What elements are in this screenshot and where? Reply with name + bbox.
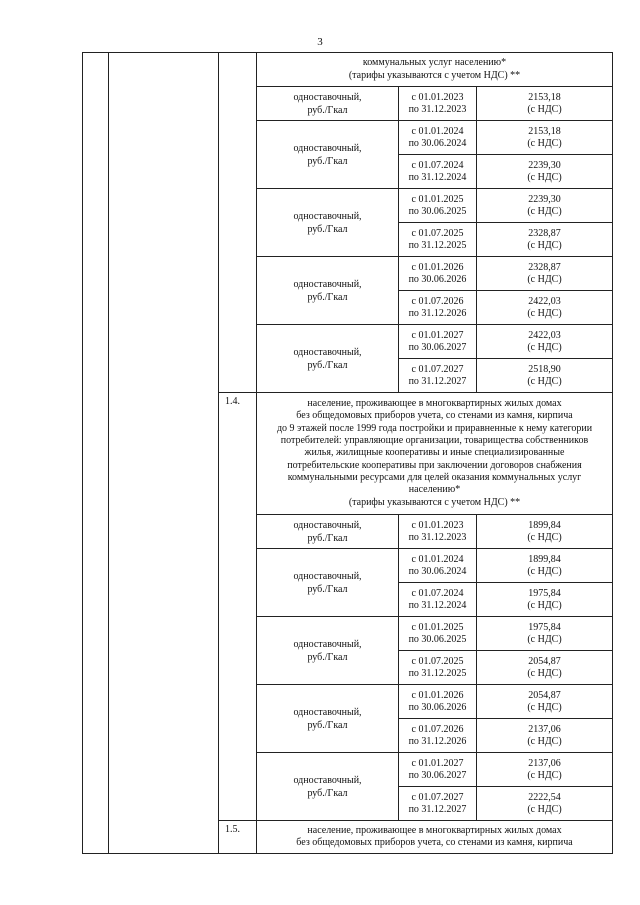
tariff-value: [477, 291, 613, 325]
tariff-value: [477, 121, 613, 155]
text-line: по 31.12.2024: [408, 599, 467, 611]
tariff-unit: [257, 325, 399, 393]
text-line: по 30.06.2025: [408, 633, 467, 645]
text-line: с 01.01.2024: [411, 553, 464, 565]
text-line: населению*: [408, 484, 461, 496]
text-line: с 01.01.2023: [411, 91, 464, 103]
text-line: (тарифы указываются с учетом НДС) **: [348, 496, 521, 508]
text-line: одноставочный,: [293, 706, 362, 718]
text-line: одноставочный,: [293, 570, 362, 582]
text-line: (с НДС): [527, 103, 562, 115]
text-line: население, проживающее в многоквартирных жилых домах: [307, 825, 562, 836]
text-line: потребителей: управляющие организации, товарищества собственников: [280, 435, 589, 447]
text-line: по 30.06.2024: [408, 137, 467, 149]
text-line: руб./Гкал: [307, 719, 348, 731]
text-line: (с НДС): [527, 667, 562, 679]
text-line: (с НДС): [527, 633, 562, 645]
tariff-unit: [257, 121, 399, 189]
tariff-unit: [257, 617, 399, 685]
tariff-period: [399, 719, 477, 753]
text-line: (с НДС): [527, 769, 562, 781]
text-line: с 01.01.2025: [411, 193, 464, 205]
text-line: руб./Гкал: [307, 104, 348, 116]
tariff-period: [399, 685, 477, 719]
text-line: (с НДС): [527, 803, 562, 815]
text-line: с 01.01.2027: [411, 757, 464, 769]
tariff-period: [399, 651, 477, 685]
tariff-unit: [257, 257, 399, 325]
text-line: с 01.01.2026: [411, 261, 464, 273]
description-row: [83, 53, 613, 87]
text-line: по 30.06.2026: [408, 273, 467, 285]
tariff-value: [477, 617, 613, 651]
text-line: по 30.06.2024: [408, 565, 467, 577]
text-line: (с НДС): [527, 171, 562, 183]
text-line: с 01.01.2024: [411, 125, 464, 137]
text-line: 2422,03: [528, 295, 561, 307]
text-line: одноставочный,: [293, 774, 362, 786]
text-line: одноставочный,: [293, 210, 362, 222]
text-line: по 31.12.2024: [408, 171, 467, 183]
text-line: потребительские кооперативы при заключении договоров снабжения: [287, 459, 582, 471]
text-line: 2222,54: [528, 791, 561, 803]
category-description: [257, 821, 613, 854]
text-line: 2054,87: [528, 689, 561, 701]
tariff-period: [399, 583, 477, 617]
tariff-value: [477, 651, 613, 685]
text-line: по 30.06.2025: [408, 205, 467, 217]
tariff-period: [399, 617, 477, 651]
text-line: по 31.12.2027: [408, 803, 467, 815]
text-line: по 30.06.2026: [408, 701, 467, 713]
text-line: 2239,30: [528, 159, 561, 171]
tariff-table-body: [83, 53, 613, 854]
text-line: с 01.01.2027: [411, 329, 464, 341]
tariff-value: [477, 685, 613, 719]
text-line: руб./Гкал: [307, 155, 348, 167]
tariff-unit: [257, 685, 399, 753]
text-line: до 9 этажей после 1999 года постройки и приравненные к нему категории: [276, 422, 593, 434]
text-line: одноставочный,: [293, 346, 362, 358]
text-line: по 30.06.2027: [408, 341, 467, 353]
text-line: по 30.06.2027: [408, 769, 467, 781]
text-line: (тарифы указываются с учетом НДС) **: [348, 69, 521, 81]
text-line: с 01.07.2025: [411, 655, 464, 667]
text-line: одноставочный,: [293, 91, 362, 103]
text-line: с 01.07.2027: [411, 363, 464, 375]
tariff-period: [399, 291, 477, 325]
tariff-value: [477, 87, 613, 121]
tariff-value: [477, 583, 613, 617]
text-line: (с НДС): [527, 701, 562, 713]
text-line: руб./Гкал: [307, 583, 348, 595]
text-line: (с НДС): [527, 137, 562, 149]
tariff-period: [399, 753, 477, 787]
text-line: одноставочный,: [293, 278, 362, 290]
text-line: по 31.12.2023: [408, 103, 467, 115]
text-line: коммунальными ресурсами для целей оказания коммунальных услуг: [287, 471, 582, 483]
text-line: (с НДС): [527, 205, 562, 217]
text-line: 2153,18: [528, 91, 561, 103]
text-line: 1899,84: [528, 519, 561, 531]
text-line: одноставочный,: [293, 638, 362, 650]
tariff-value: [477, 155, 613, 189]
tariff-unit: [257, 189, 399, 257]
text-line: 2054,87: [528, 655, 561, 667]
text-line: (с НДС): [527, 341, 562, 353]
text-line: 1975,84: [528, 621, 561, 633]
tariff-unit: [257, 549, 399, 617]
text-line: одноставочный,: [293, 519, 362, 531]
text-line: (с НДС): [527, 735, 562, 747]
text-line: 2137,06: [528, 757, 561, 769]
text-line: 2137,06: [528, 723, 561, 735]
text-line: по 31.12.2025: [408, 667, 467, 679]
tariff-period: [399, 325, 477, 359]
text-line: с 01.01.2026: [411, 689, 464, 701]
text-line: (с НДС): [527, 375, 562, 387]
text-line: 2328,87: [528, 227, 561, 239]
text-line: с 01.07.2027: [411, 791, 464, 803]
text-line: (с НДС): [527, 565, 562, 577]
text-line: (с НДС): [527, 599, 562, 611]
tariff-value: [477, 719, 613, 753]
tariff-value: [477, 753, 613, 787]
outer-col-2: [109, 53, 219, 854]
outer-col-1: [83, 53, 109, 854]
tariff-table: [82, 52, 613, 854]
tariff-period: [399, 515, 477, 549]
text-line: без общедомовых приборов учета, со стенами из камня, кирпича: [296, 410, 573, 422]
text-line: руб./Гкал: [307, 532, 348, 544]
text-line: (с НДС): [527, 273, 562, 285]
tariff-unit: [257, 515, 399, 549]
text-line: коммунальных услуг населению*: [362, 57, 507, 69]
text-line: с 01.07.2025: [411, 227, 464, 239]
text-line: руб./Гкал: [307, 787, 348, 799]
tariff-period: [399, 121, 477, 155]
text-line: по 31.12.2026: [408, 307, 467, 319]
text-line: с 01.07.2024: [411, 159, 464, 171]
tariff-period: [399, 549, 477, 583]
tariff-period: [399, 223, 477, 257]
text-line: по 31.12.2025: [408, 239, 467, 251]
text-line: руб./Гкал: [307, 291, 348, 303]
item-number: 1.4.: [219, 393, 257, 821]
text-line: жилья, жилищные кооперативы и иные специализированные: [304, 447, 565, 459]
tariff-value: [477, 223, 613, 257]
tariff-value: [477, 515, 613, 549]
text-line: 2239,30: [528, 193, 561, 205]
text-line: без общедомовых приборов учета, со стенами из камня, кирпича: [296, 837, 573, 849]
tariff-value: [477, 257, 613, 291]
tariff-period: [399, 189, 477, 223]
text-line: по 31.12.2027: [408, 375, 467, 387]
text-line: 2518,90: [528, 363, 561, 375]
text-line: с 01.07.2026: [411, 295, 464, 307]
tariff-period: [399, 257, 477, 291]
text-line: население, проживающее в многоквартирных жилых домах: [307, 398, 562, 410]
tariff-period: [399, 787, 477, 821]
text-line: руб./Гкал: [307, 651, 348, 663]
text-line: руб./Гкал: [307, 359, 348, 371]
category-description: [257, 53, 613, 87]
tariff-period: [399, 359, 477, 393]
item-number: 1.5.: [219, 821, 257, 854]
tariff-period: [399, 87, 477, 121]
tariff-value: [477, 325, 613, 359]
text-line: с 01.07.2024: [411, 587, 464, 599]
tariff-unit: [257, 87, 399, 121]
text-line: 2153,18: [528, 125, 561, 137]
text-line: 1899,84: [528, 553, 561, 565]
text-line: 1975,84: [528, 587, 561, 599]
text-line: 2422,03: [528, 329, 561, 341]
text-line: (с НДС): [527, 239, 562, 251]
tariff-value: [477, 787, 613, 821]
text-line: руб./Гкал: [307, 223, 348, 235]
page-number: 3: [317, 36, 323, 48]
tariff-value: [477, 359, 613, 393]
tariff-value: [477, 549, 613, 583]
text-line: 2328,87: [528, 261, 561, 273]
text-line: с 01.01.2023: [411, 519, 464, 531]
category-description: [257, 393, 613, 515]
tariff-value: [477, 189, 613, 223]
text-line: (с НДС): [527, 307, 562, 319]
text-line: с 01.07.2026: [411, 723, 464, 735]
tariff-unit: [257, 753, 399, 821]
text-line: по 31.12.2026: [408, 735, 467, 747]
tariff-period: [399, 155, 477, 189]
text-line: по 31.12.2023: [408, 531, 467, 543]
text-line: (с НДС): [527, 531, 562, 543]
item-number: [219, 53, 257, 393]
text-line: одноставочный,: [293, 142, 362, 154]
text-line: с 01.01.2025: [411, 621, 464, 633]
